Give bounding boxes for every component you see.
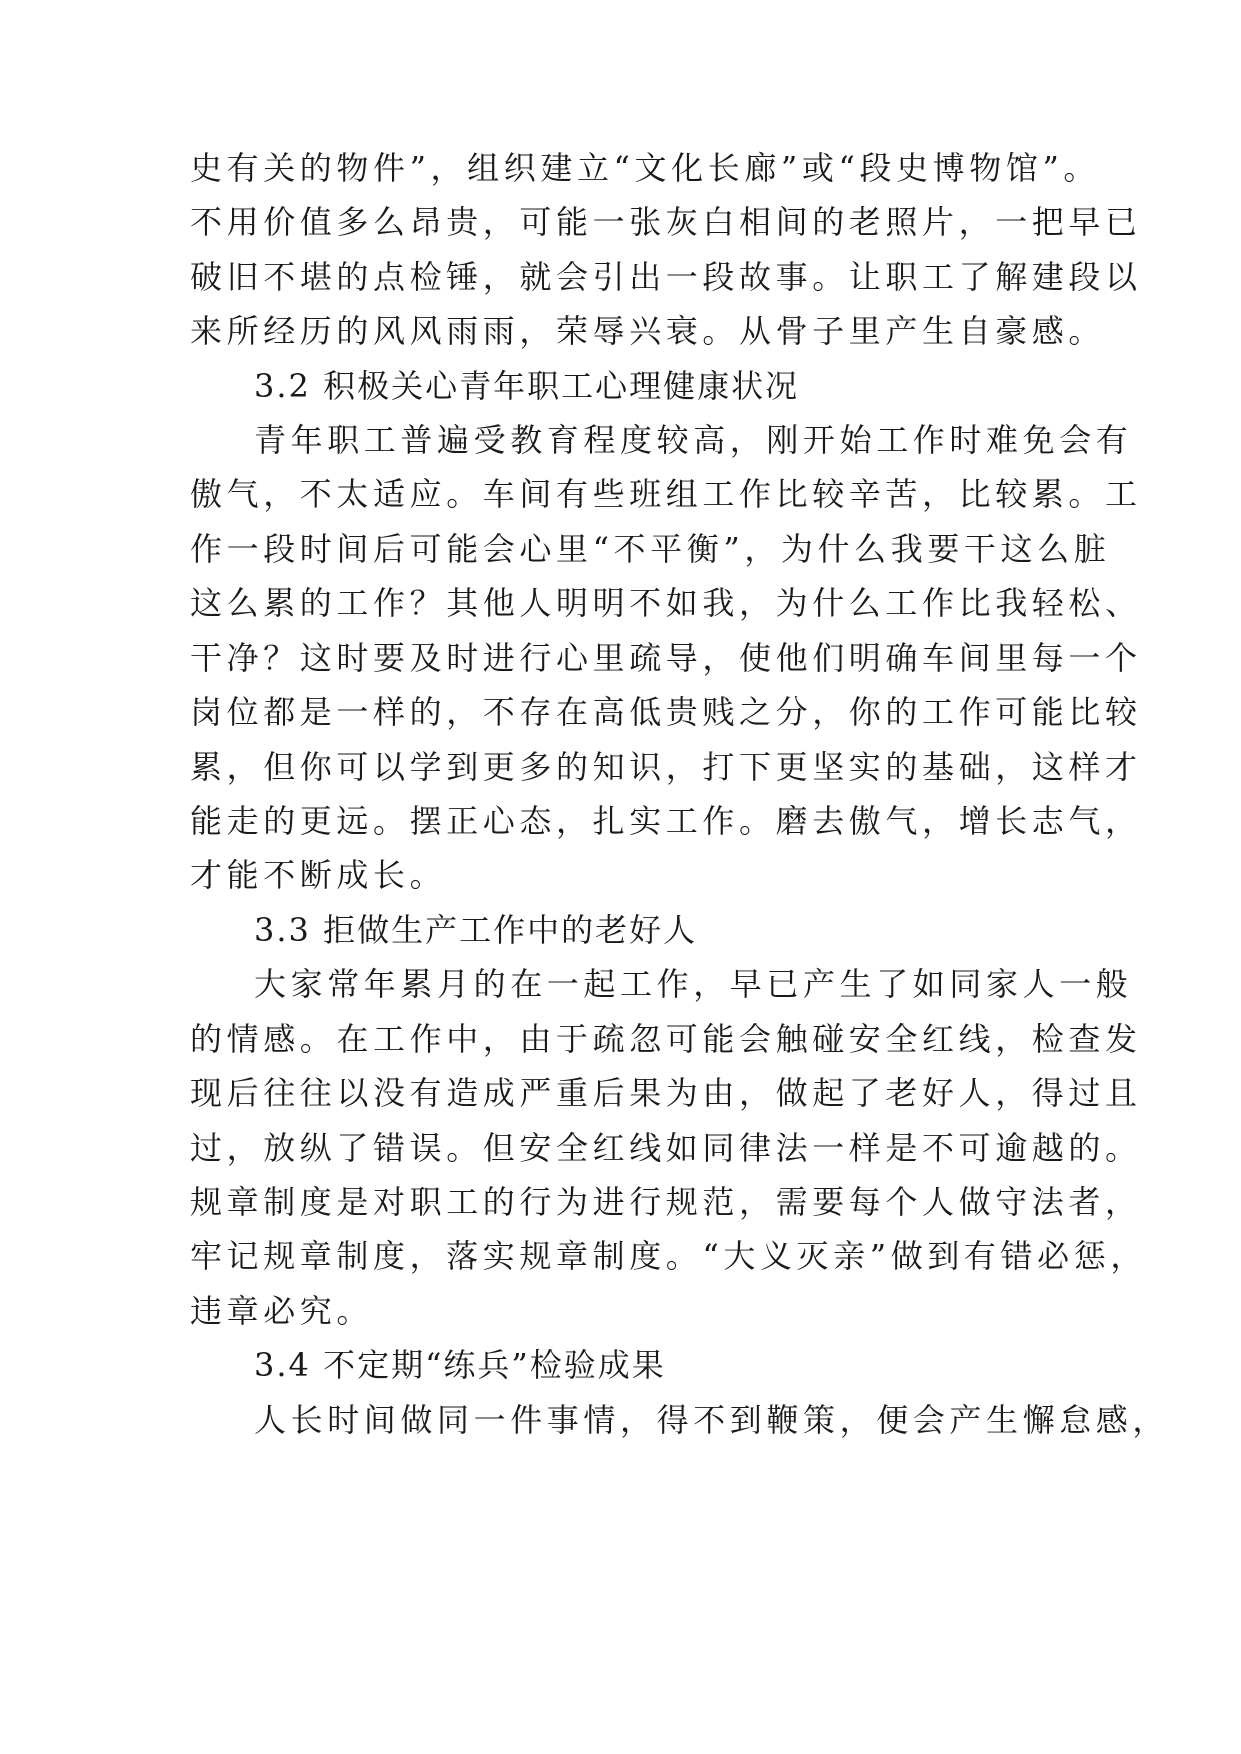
paragraph-line: 岗位都是一样的，不存在高低贵贱之分，你的工作可能比较 [190, 693, 1142, 731]
paragraph-line: 这么累的工作？其他人明明不如我，为什么工作比我轻松、 [190, 584, 1142, 622]
paragraph-line: 累，但你可以学到更多的知识，打下更坚实的基础，这样才 [190, 748, 1142, 786]
paragraph-line: 人长时间做同一件事情，得不到鞭策，便会产生懈怠感， [254, 1401, 1170, 1439]
paragraph-line: 破旧不堪的点检锤，就会引出一段故事。让职工了解建段以 [190, 258, 1142, 296]
paragraph-line: 过，放纵了错误。但安全红线如同律法一样是不可逾越的。 [190, 1129, 1142, 1167]
paragraph-line: 牢记规章制度，落实规章制度。“大义灭亲”做到有错必惩， [190, 1237, 1147, 1275]
paragraph-line: 能走的更远。摆正心态，扎实工作。磨去傲气，增长志气， [190, 802, 1142, 840]
paragraph-line: 的情感。在工作中，由于疏忽可能会触碰安全红线，检查发 [190, 1020, 1142, 1058]
paragraph-line: 作一段时间后可能会心里“不平衡”，为什么我要干这么脏 [190, 530, 1111, 568]
section-heading: 3.4 不定期“练兵”检验成果 [254, 1346, 666, 1384]
paragraph-line: 青年职工普遍受教育程度较高，刚开始工作时难免会有 [254, 421, 1133, 459]
paragraph-line: 不用价值多么昂贵，可能一张灰白相间的老照片，一把早已 [190, 203, 1142, 241]
paragraph-line: 干净？这时要及时进行心里疏导，使他们明确车间里每一个 [190, 639, 1142, 677]
section-heading: 3.2 积极关心青年职工心理健康状况 [254, 367, 800, 405]
paragraph-line: 大家常年累月的在一起工作，早已产生了如同家人一般 [254, 965, 1133, 1003]
paragraph-line: 史有关的物件”，组织建立“文化长廊”或“段史博物馆”。 [190, 149, 1100, 187]
paragraph-line: 来所经历的风风雨雨，荣辱兴衰。从骨子里产生自豪感。 [190, 312, 1106, 350]
paragraph-line: 违章必究。 [190, 1292, 374, 1330]
section-heading: 3.3 拒做生产工作中的老好人 [254, 911, 698, 949]
paragraph-line: 规章制度是对职工的行为进行规范，需要每个人做守法者， [190, 1183, 1142, 1221]
paragraph-line: 现后往往以没有造成严重后果为由，做起了老好人，得过且 [190, 1074, 1142, 1112]
paragraph-line: 傲气，不太适应。车间有些班组工作比较辛苦，比较累。工 [190, 475, 1142, 513]
paragraph-line: 才能不断成长。 [190, 856, 447, 894]
